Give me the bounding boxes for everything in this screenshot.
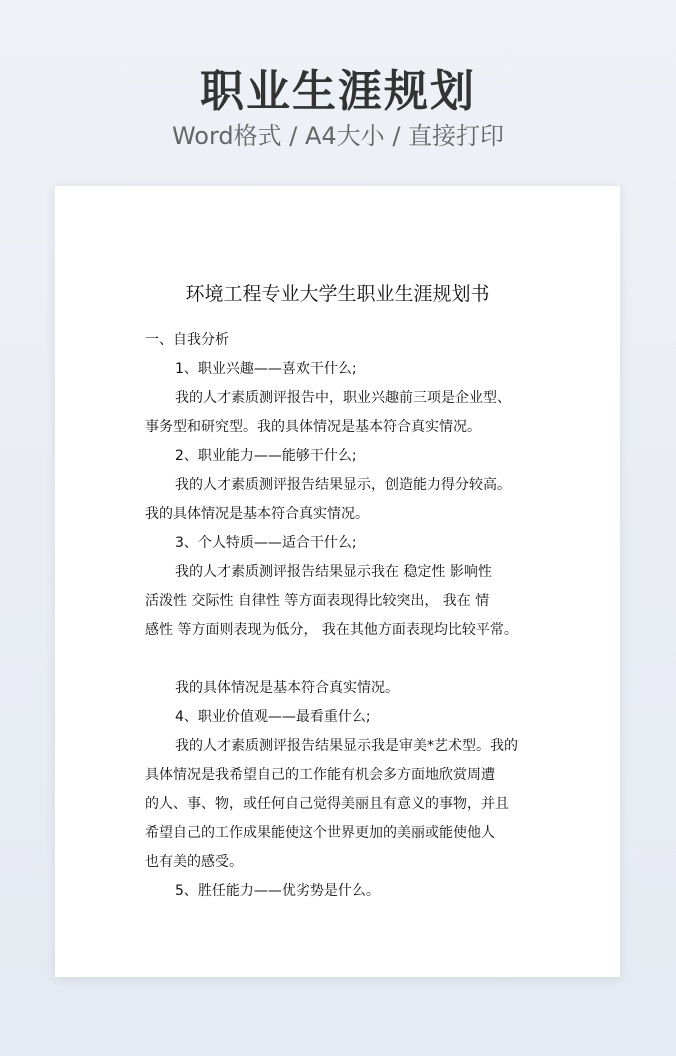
page-title: 职业生涯规划 <box>200 66 476 117</box>
paragraph-line: 我的具体情况是基本符合真实情况。 <box>175 680 399 696</box>
item-heading-traits: 3、个人特质——适合干什么; <box>175 535 357 551</box>
paragraph-line: 我的人才素质测评报告结果显示，创造能力得分较高。 <box>175 477 511 493</box>
item-heading-competence: 5、胜任能力——优劣势是什么。 <box>175 883 380 899</box>
paragraph-line: 我的具体情况是基本符合真实情况。 <box>145 506 369 522</box>
paragraph-line: 希望自己的工作成果能使这个世界更加的美丽或能使他人 <box>145 825 495 841</box>
paragraph-line: 活泼性 交际性 自律性 等方面表现得比较突出， 我在 情 <box>145 593 490 609</box>
paragraph-line: 也有美的感受。 <box>145 854 243 870</box>
document-page <box>55 186 620 977</box>
paragraph-line: 具体情况是我希望自己的工作能有机会多方面地欣赏周遭 <box>145 767 495 783</box>
document-title: 环境工程专业大学生职业生涯规划书 <box>185 283 490 305</box>
item-heading-values: 4、职业价值观——最看重什么; <box>175 709 371 725</box>
paragraph-line: 我的人才素质测评报告结果显示我是审美*艺术型。我的 <box>175 738 518 754</box>
document-body <box>145 326 545 906</box>
paragraph-line: 的人、事、物，或任何自己觉得美丽且有意义的事物，并且 <box>145 796 509 812</box>
paragraph-line: 我的人才素质测评报告结果显示我在 稳定性 影响性 <box>175 564 492 580</box>
item-heading-interest: 1、职业兴趣——喜欢干什么; <box>175 361 357 377</box>
paragraph-line: 事务型和研究型。我的具体情况是基本符合真实情况。 <box>145 419 481 435</box>
item-heading-ability: 2、职业能力——能够干什么; <box>175 448 357 464</box>
paragraph-line: 感性 等方面则表现为低分， 我在其他方面表现均比较平常。 <box>145 622 518 638</box>
blank-line <box>145 645 545 674</box>
page-subtitle: Word格式 / A4大小 / 直接打印 <box>171 122 505 150</box>
paragraph-line: 我的人才素质测评报告中，职业兴趣前三项是企业型、 <box>175 390 511 406</box>
section-heading-self-analysis: 一、自我分析 <box>145 332 229 348</box>
